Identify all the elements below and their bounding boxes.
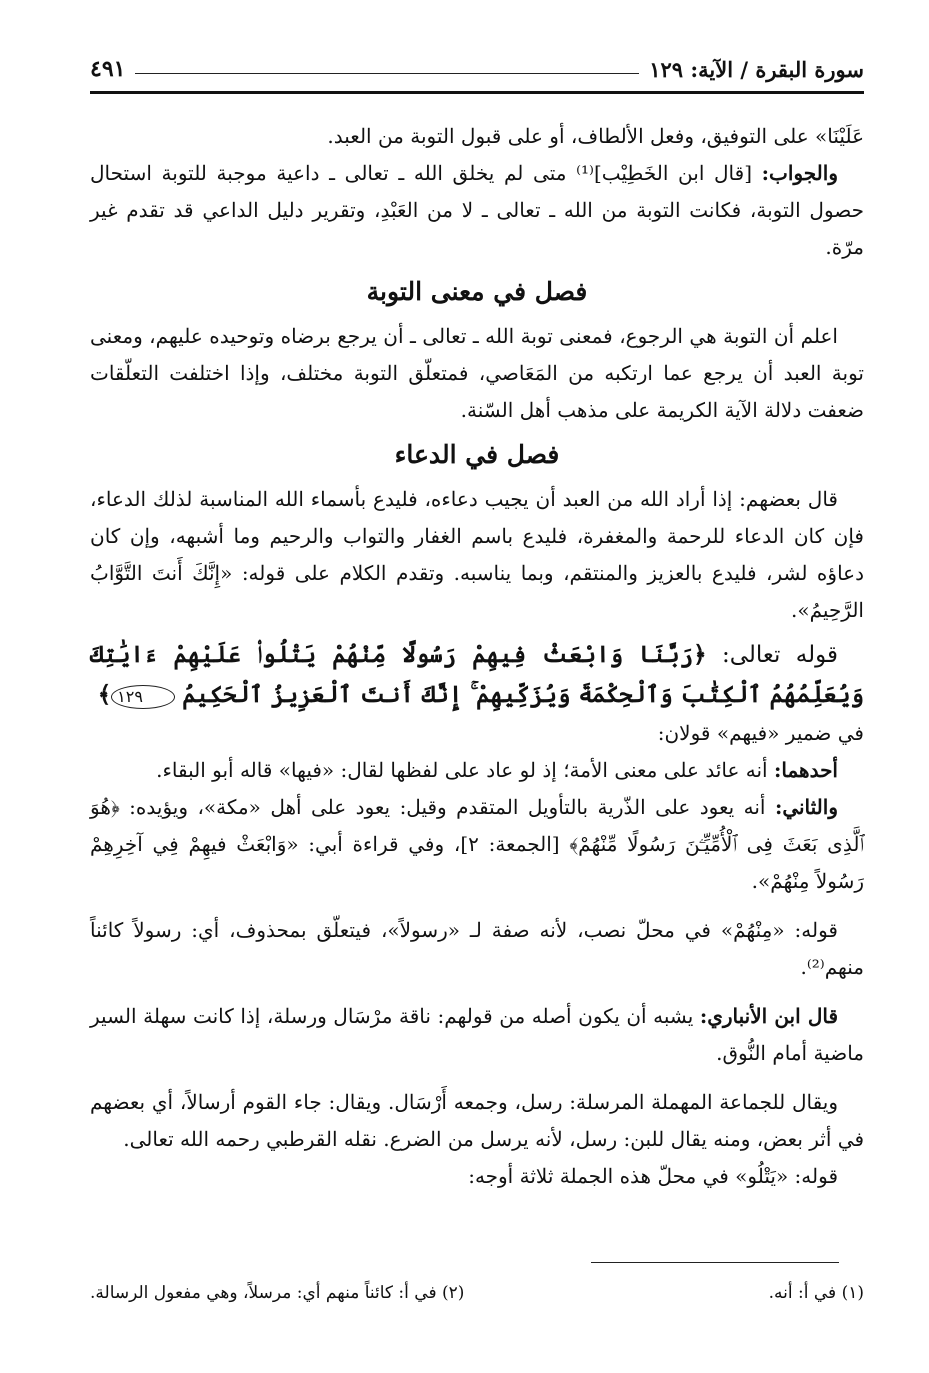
paragraph-text: أنه يعود على الذّرية بالتأويل المتقدم وقيل: يعود على أهل «مكة»، ويؤيده: ﴿هُوَ ٱلَّذِى بَعَثَ فِى ٱلْأُمِّيِّـۧنَ رَسُولًا مِّنْهُمْ﴾ [الجمعة: ٢]، وفي قراءة أبي: «وَابْعَثْ فيهِمْ فِي آخِرِهِمْ رَسُولاً مِنْهُمْ». [90,795,865,893]
page-number: ٤٩١ [90,56,126,82]
footnote-1: (١) في أ: أنه. [768,1283,864,1303]
spacer [90,986,864,998]
paragraph [90,789,864,900]
footnote-2: (٢) في أ: كائناً منهم أي: مرسلاً، وهي مفعول الرسالة. [90,1283,465,1303]
section-heading: فصل في الدعاء [394,440,560,469]
spacer [90,900,864,912]
term-lead: أحدهما: [773,758,838,782]
quran-verse [90,635,864,715]
verse-text: ﴿رَبَّنَا وَابْعَثْ فِيهِمْ رَسُولًا مِّنْهُمْ يَتْلُوا۟ عَلَيْهِمْ ءَايَٰتِكَ وَيُعَلِّمُهُمُ ٱلْكِتَٰبَ وَٱلْحِكْمَةَ وَيُزَكِّيهِمْ ۚ إِنَّكَ أَنتَ ٱلْعَزِيزُ ٱلْحَكِيمُ [90,641,864,708]
verse-number-seal: ١٢٩ [111,685,175,709]
body-text [90,118,864,1195]
paragraph [90,752,864,789]
section-heading: فصل في معنى التوبة [366,277,588,306]
paragraph-text: [قال ابن الخَطِيْب]⁽¹⁾ متى لم يخلق الله ـ تعالى ـ داعية موجبة للتوبة استحال حصول التوبة، فكانت التوبة من الله ـ تعالى ـ لا من العَبْدِ، وتقرير دليل الداعي قد تقدم غير مرّة. [90,161,864,259]
paragraph: اعلم أن التوبة هي الرجوع، فمعنى توبة الله ـ تعالى ـ أن يرجع برضاه وتوحيده عليهم، ومعنى توبة العبد أن يرجع عما ارتكبه من المَعَاصي، فمتعلّق التوبة مختلف، وإذا اختلفت التعلّقات ضعفت دلالة الآية الكريمة على مذهب أهل السّنة. [90,324,864,422]
paragraph [90,998,864,1072]
footnotes [90,1283,864,1303]
surah-title: سورة البقرة / الآية: ١٢٩ [649,57,864,82]
term-lead: والجواب: [761,161,838,185]
verse-lead: قوله تعالى: [706,642,838,668]
running-header [90,52,864,88]
term-lead: قال ابن الأنباري: [699,1004,839,1028]
spacer [90,1072,864,1084]
paragraph [90,155,864,266]
paragraph-text: يشبه أن يكون أصله من قولهم: ناقة مرْسَال ورسلة، إذا كانت سهلة السير ماضية أمام النُّوق. [90,1004,864,1065]
header-rule [90,91,864,94]
paragraph: في ضمير «فيهم» قولان: [657,721,864,745]
paragraph: قال بعضهم: إذا أراد الله من العبد أن يجيب دعاءه، فليدع بأسماء الله المناسبة لذلك الدعاء، فإن كان الدعاء للرحمة والمغفرة، فليدع باسم الغفار والتواب والرحيم وما أشبهه، وإن كان دعاؤه لشر، فليدع بالعزيز والمنتقم، وبما يناسبه. وتقدم الكلام على قوله: «إِنَّكَ أَنتَ التَّوَّابُ الرَّحِيمُ». [90,487,864,622]
header-dash-line [135,73,639,74]
paragraph: قوله: «مِنْهُمْ» في محلّ نصب، لأنه صفة لـ «رسولاً»، فيتعلّق بمحذوف، أي: رسولاً كائناً منهم⁽²⁾. [90,918,864,979]
paragraph-text: أنه عائد على معنى الأمة؛ إذ لو عاد على لفظها لقال: «فيها» قاله أبو البقاء. [156,758,774,782]
footnote-rule [591,1262,839,1263]
term-lead: والثاني: [774,795,838,819]
verse-close: ﴾ [97,681,112,708]
paragraph: عَلَيْنَا» على التوفيق، وفعل الألطاف، أو على قبول التوبة من العبد. [327,124,864,148]
paragraph: قوله: «يَتْلُو» في محلّ هذه الجملة ثلاثة أوجه: [468,1164,838,1188]
paragraph: ويقال للجماعة المهملة المرسلة: رسل، وجمعه أَرْسَال. ويقال: جاء القوم أرسالاً، أي بعضهم في أثر بعض، ومنه يقال للبن: رسل، لأنه يرسل من الضرع. نقله القرطبي رحمه الله تعالى. [90,1090,864,1151]
